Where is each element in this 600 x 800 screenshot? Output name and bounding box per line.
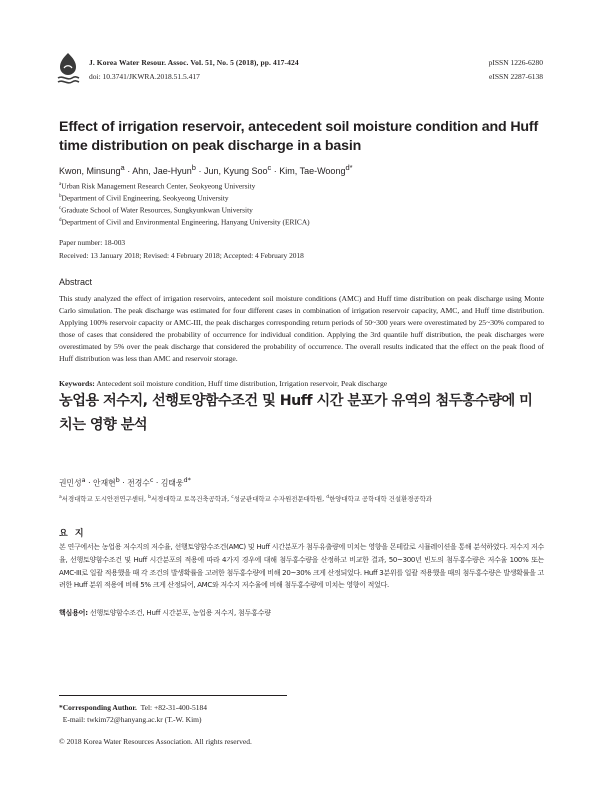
affiliation-item: $^b$Department of Civil Engineering, Seokyeong University	[59, 193, 229, 203]
abstract-heading: Abstract	[59, 277, 93, 287]
author-email[interactable]: E-mail: twkim72@hanyang.ac.kr (T.-W. Kim)	[62, 714, 202, 724]
abstract-text: This study analyzed the effect of irrigation reservoirs, antecedent soil moisture conditions (AMC) and Huff time distribution on peak discharge using Monte Carlo simulation. The peak discharge was estimated for four different cases in combination of irrigation reservoir capacity, AMC, and Huff time distribution. Applying 100% reservoir capacity or AMC-III, the peak discharges corresponding return periods of 50~300 years were overestimated by 25~30% compared to those of cases that considered the probability of occurrence for individual condition. Applying the 3rd quantile huff distribution, the peak discharges were overestimated by 5% over the peak discharge that considered the probability of occurrence. The overall results indicated that the effect on the peak flood of Huff distribution was less than AMC and reservoir storage.	[59, 294, 544, 364]
affiliations-english	[59, 180, 310, 228]
paper-title-korean: 농업용 저수지, 선행토양함수조건 및 Huff 시간 분포가 유역의 첨두홍수량에 미치는 영향 분석	[59, 393, 533, 433]
copyright-notice: © 2018 Korea Water Resources Association. All rights reserved.	[59, 737, 252, 746]
paper-title-english: Effect of irrigation reservoir, antecedent soil moisture condition and Huff time distribution on peak discharge in a basin	[59, 119, 539, 154]
keywords-label: 핵심용어:	[59, 609, 88, 617]
summary-heading: 요 지	[59, 529, 86, 539]
journal-logo-icon	[56, 50, 80, 86]
author-list-korean: 권민성$^a$ · 안재현$^b$ · 전경수$^c$ · 김태웅$^{d*}$	[59, 476, 191, 488]
pissn: pISSN 1226-6280	[488, 58, 543, 67]
eissn: eISSN 2287-6138	[489, 72, 543, 81]
paper-number: Paper number: 18-003	[59, 238, 126, 247]
keywords-text: Antecedent soil moisture condition, Huff time distribution, Irrigation reservoir, Peak discharge	[96, 379, 388, 388]
paper-dates: Received: 13 January 2018; Revised: 4 February 2018; Accepted: 4 February 2018	[59, 250, 304, 260]
keywords-text: 선행토양함수조건, Huff 시간분포, 농업용 저수지, 첨두홍수량	[89, 609, 271, 617]
keywords-english	[59, 379, 544, 388]
summary-text: 본 연구에서는 농업용 저수지의 저수율, 선행토양함수조건(AMC) 및 Huff 시간분포가 첨두유출량에 미치는 영향을 몬테칼로 시뮬레이션을 통해 분석하였다. 저수지 저수율, 선행토양함수조건 및 Huff 시간분포의 적용에 따라 4가지 경우에 대해 첨두홍수량을 산정하고 비교한 결과, 50~300년 빈도의 첨두홍수량은 저수율 100% 또는 AMC-III로 일괄 적용했을 때 각 조건의 발생확률을 고려한 첨두홍수량에 비해 20~30% 크게 산정되었다. Huff 3분위를 일괄 적용했을 때의 첨두홍수량은 발생확률을 고려한 Huff 분위 적용에 비해 5% 크게 산정되어, AMC와 저수지 저수율에 비해 첨두홍수량에 미치는 영향이 적었다.	[59, 543, 544, 590]
author-list-english: Kwon, Minsung$^a$ · Ahn, Jae-Hyun$^b$ · Jun, Kyung Soo$^c$ · Kim, Tae-Woong$^{d*}$	[59, 163, 353, 176]
author-name: Kwon, Minsung	[59, 166, 121, 176]
affiliation-item: $^a$Urban Risk Management Research Center, Seokyeong University	[59, 181, 256, 191]
paper-info	[59, 237, 304, 262]
affiliations-korean: $^a$서경대학교 도시안전연구센터, $^b$서경대학교 토목건축공학과, $^c$성균관대학교 수자원전문대학원, $^d$한양대학교 공학대학 건설환경공학과	[59, 494, 432, 503]
keywords-korean	[59, 608, 271, 618]
journal-citation: J. Korea Water Resour. Assoc. Vol. 51, No. 5 (2018), pp. 417-424	[89, 58, 299, 67]
footnote-divider	[59, 695, 287, 696]
keywords-label: Keywords:	[59, 379, 95, 388]
author-name: Kim, Tae-Woong	[279, 166, 346, 176]
doi[interactable]: doi: 10.3741/JKWRA.2018.51.5.417	[89, 72, 200, 81]
author-name: Jun, Kyung Soo	[203, 166, 268, 176]
affiliation-item: $^d$Department of Civil and Environmental Engineering, Hanyang University (ERICA)	[59, 217, 310, 227]
corresponding-author: *Corresponding Author. Tel: +82-31-400-5184 E-mail: twkim72@hanyang.ac.kr (T.-W. Kim)	[59, 703, 207, 724]
affiliation-item: $^c$Graduate School of Water Resources, Sungkyunkwan University	[59, 205, 253, 215]
author-name: Ahn, Jae-Hyun	[132, 166, 192, 176]
